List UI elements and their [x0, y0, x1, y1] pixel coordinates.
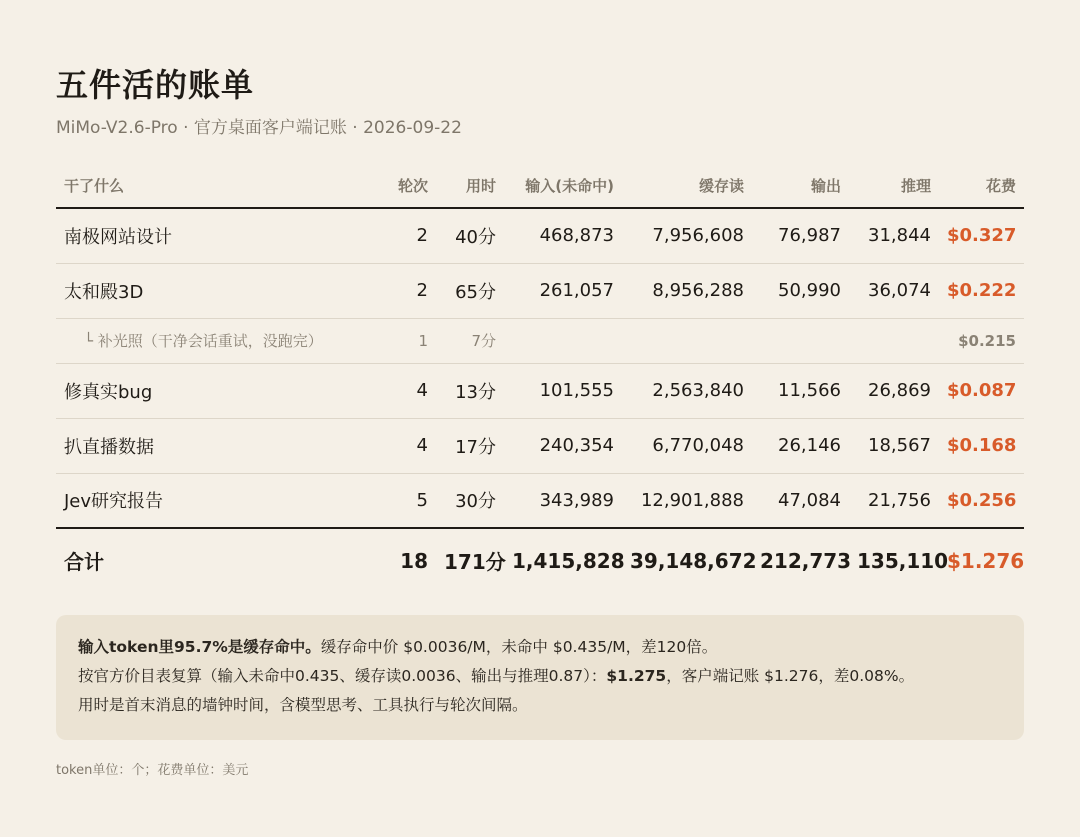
header-cost: 花费	[939, 164, 1024, 208]
cell-task: └ 补光照（干净会话重试，没跑完）	[56, 318, 376, 363]
cell-rounds: 5	[376, 473, 436, 528]
cell-cache-read	[622, 318, 752, 363]
cell-cost: $0.222	[939, 263, 1024, 318]
cell-cache-read: 6,770,048	[622, 418, 752, 473]
note-line-2-bold: $1.275	[606, 667, 667, 685]
cell-input-miss: 261,057	[504, 263, 622, 318]
table-row	[56, 418, 1024, 473]
cell-rounds: 2	[376, 208, 436, 263]
header-output: 输出	[752, 164, 849, 208]
page-title: 五件活的账单	[56, 66, 255, 104]
cell-duration: 65分	[436, 263, 504, 318]
cell-reasoning: 21,756	[849, 473, 939, 528]
page-subtitle: MiMo-V2.6-Pro · 官方桌面客户端记账 · 2026-09-22	[56, 118, 462, 138]
cell-duration: 17分	[436, 418, 504, 473]
cell-reasoning	[849, 318, 939, 363]
cell-reasoning: 26,869	[849, 363, 939, 418]
header-reasoning: 推理	[849, 164, 939, 208]
header-task: 干了什么	[56, 164, 376, 208]
footnote: token单位：个；花费单位：美元	[56, 763, 249, 778]
cell-output	[752, 318, 849, 363]
cell-cost: $0.327	[939, 208, 1024, 263]
note-line-2-rest: ，客户端记账 $1.276，差0.08%。	[666, 667, 915, 685]
cell-input-miss: 468,873	[504, 208, 622, 263]
cell-output: 26,146	[752, 418, 849, 473]
cell-reasoning: 36,074	[849, 263, 939, 318]
total-label: 合计	[64, 550, 104, 574]
cell-output: 50,990	[752, 263, 849, 318]
cell-task: Jev研究报告	[56, 473, 376, 528]
cell-cache-read: 8,956,288	[622, 263, 752, 318]
table-row	[56, 263, 1024, 318]
table-row	[56, 363, 1024, 418]
table-row	[56, 208, 1024, 263]
cell-duration: 30分	[436, 473, 504, 528]
header-cache-read: 缓存读	[622, 164, 752, 208]
cell-input-miss: 101,555	[504, 363, 622, 418]
total-output: 212,773	[760, 548, 852, 573]
note-line-3: 用时是首末消息的墙钟时间，含模型思考、工具执行与轮次间隔。	[78, 696, 528, 714]
cell-cost: $0.168	[939, 418, 1024, 473]
table-header-row	[56, 164, 1024, 208]
header-duration: 用时	[436, 164, 504, 208]
total-rounds: 18	[400, 548, 428, 573]
table-subrow	[56, 318, 1024, 363]
cell-task: 南极网站设计	[56, 208, 376, 263]
total-cost: $1.276	[947, 548, 1025, 573]
table-total-row	[56, 528, 1024, 592]
cell-cost: $0.087	[939, 363, 1024, 418]
cell-task: 修真实bug	[56, 363, 376, 418]
cell-rounds: 4	[376, 363, 436, 418]
cell-input-miss: 240,354	[504, 418, 622, 473]
cell-duration: 13分	[436, 363, 504, 418]
table-row	[56, 473, 1024, 528]
cell-cost: $0.215	[939, 318, 1024, 363]
note-line-1-bold: 输入token里95.7%是缓存命中。	[78, 638, 321, 656]
cell-reasoning: 31,844	[849, 208, 939, 263]
cell-reasoning: 18,567	[849, 418, 939, 473]
header-rounds: 轮次	[376, 164, 436, 208]
header-input-miss: 输入(未命中)	[504, 164, 622, 208]
cell-cache-read: 7,956,608	[622, 208, 752, 263]
total-cache-read: 39,148,672	[630, 548, 757, 573]
cell-rounds: 2	[376, 263, 436, 318]
cell-task: 扒直播数据	[56, 418, 376, 473]
cell-output: 47,084	[752, 473, 849, 528]
cell-output: 76,987	[752, 208, 849, 263]
cell-duration: 40分	[436, 208, 504, 263]
cell-output: 11,566	[752, 363, 849, 418]
cell-duration: 7分	[436, 318, 504, 363]
summary-note	[56, 615, 1024, 740]
cell-input-miss: 343,989	[504, 473, 622, 528]
total-input-miss: 1,415,828	[512, 548, 625, 573]
total-duration: 171分	[444, 550, 506, 574]
cell-cache-read: 12,901,888	[622, 473, 752, 528]
bill-table	[56, 164, 1024, 592]
cell-rounds: 1	[376, 318, 436, 363]
total-reasoning: 135,110	[857, 548, 949, 573]
note-line-2	[78, 662, 1002, 691]
cell-rounds: 4	[376, 418, 436, 473]
cell-task: 太和殿3D	[56, 263, 376, 318]
note-line-1	[78, 633, 1002, 662]
cell-input-miss	[504, 318, 622, 363]
cell-cache-read: 2,563,840	[622, 363, 752, 418]
note-line-2-pre: 按官方价目表复算（输入未命中0.435、缓存读0.0036、输出与推理0.87）：	[78, 667, 607, 685]
note-line-1-rest: 缓存命中价 $0.0036/M，未命中 $0.435/M，差120倍。	[320, 638, 718, 656]
cell-cost: $0.256	[939, 473, 1024, 528]
